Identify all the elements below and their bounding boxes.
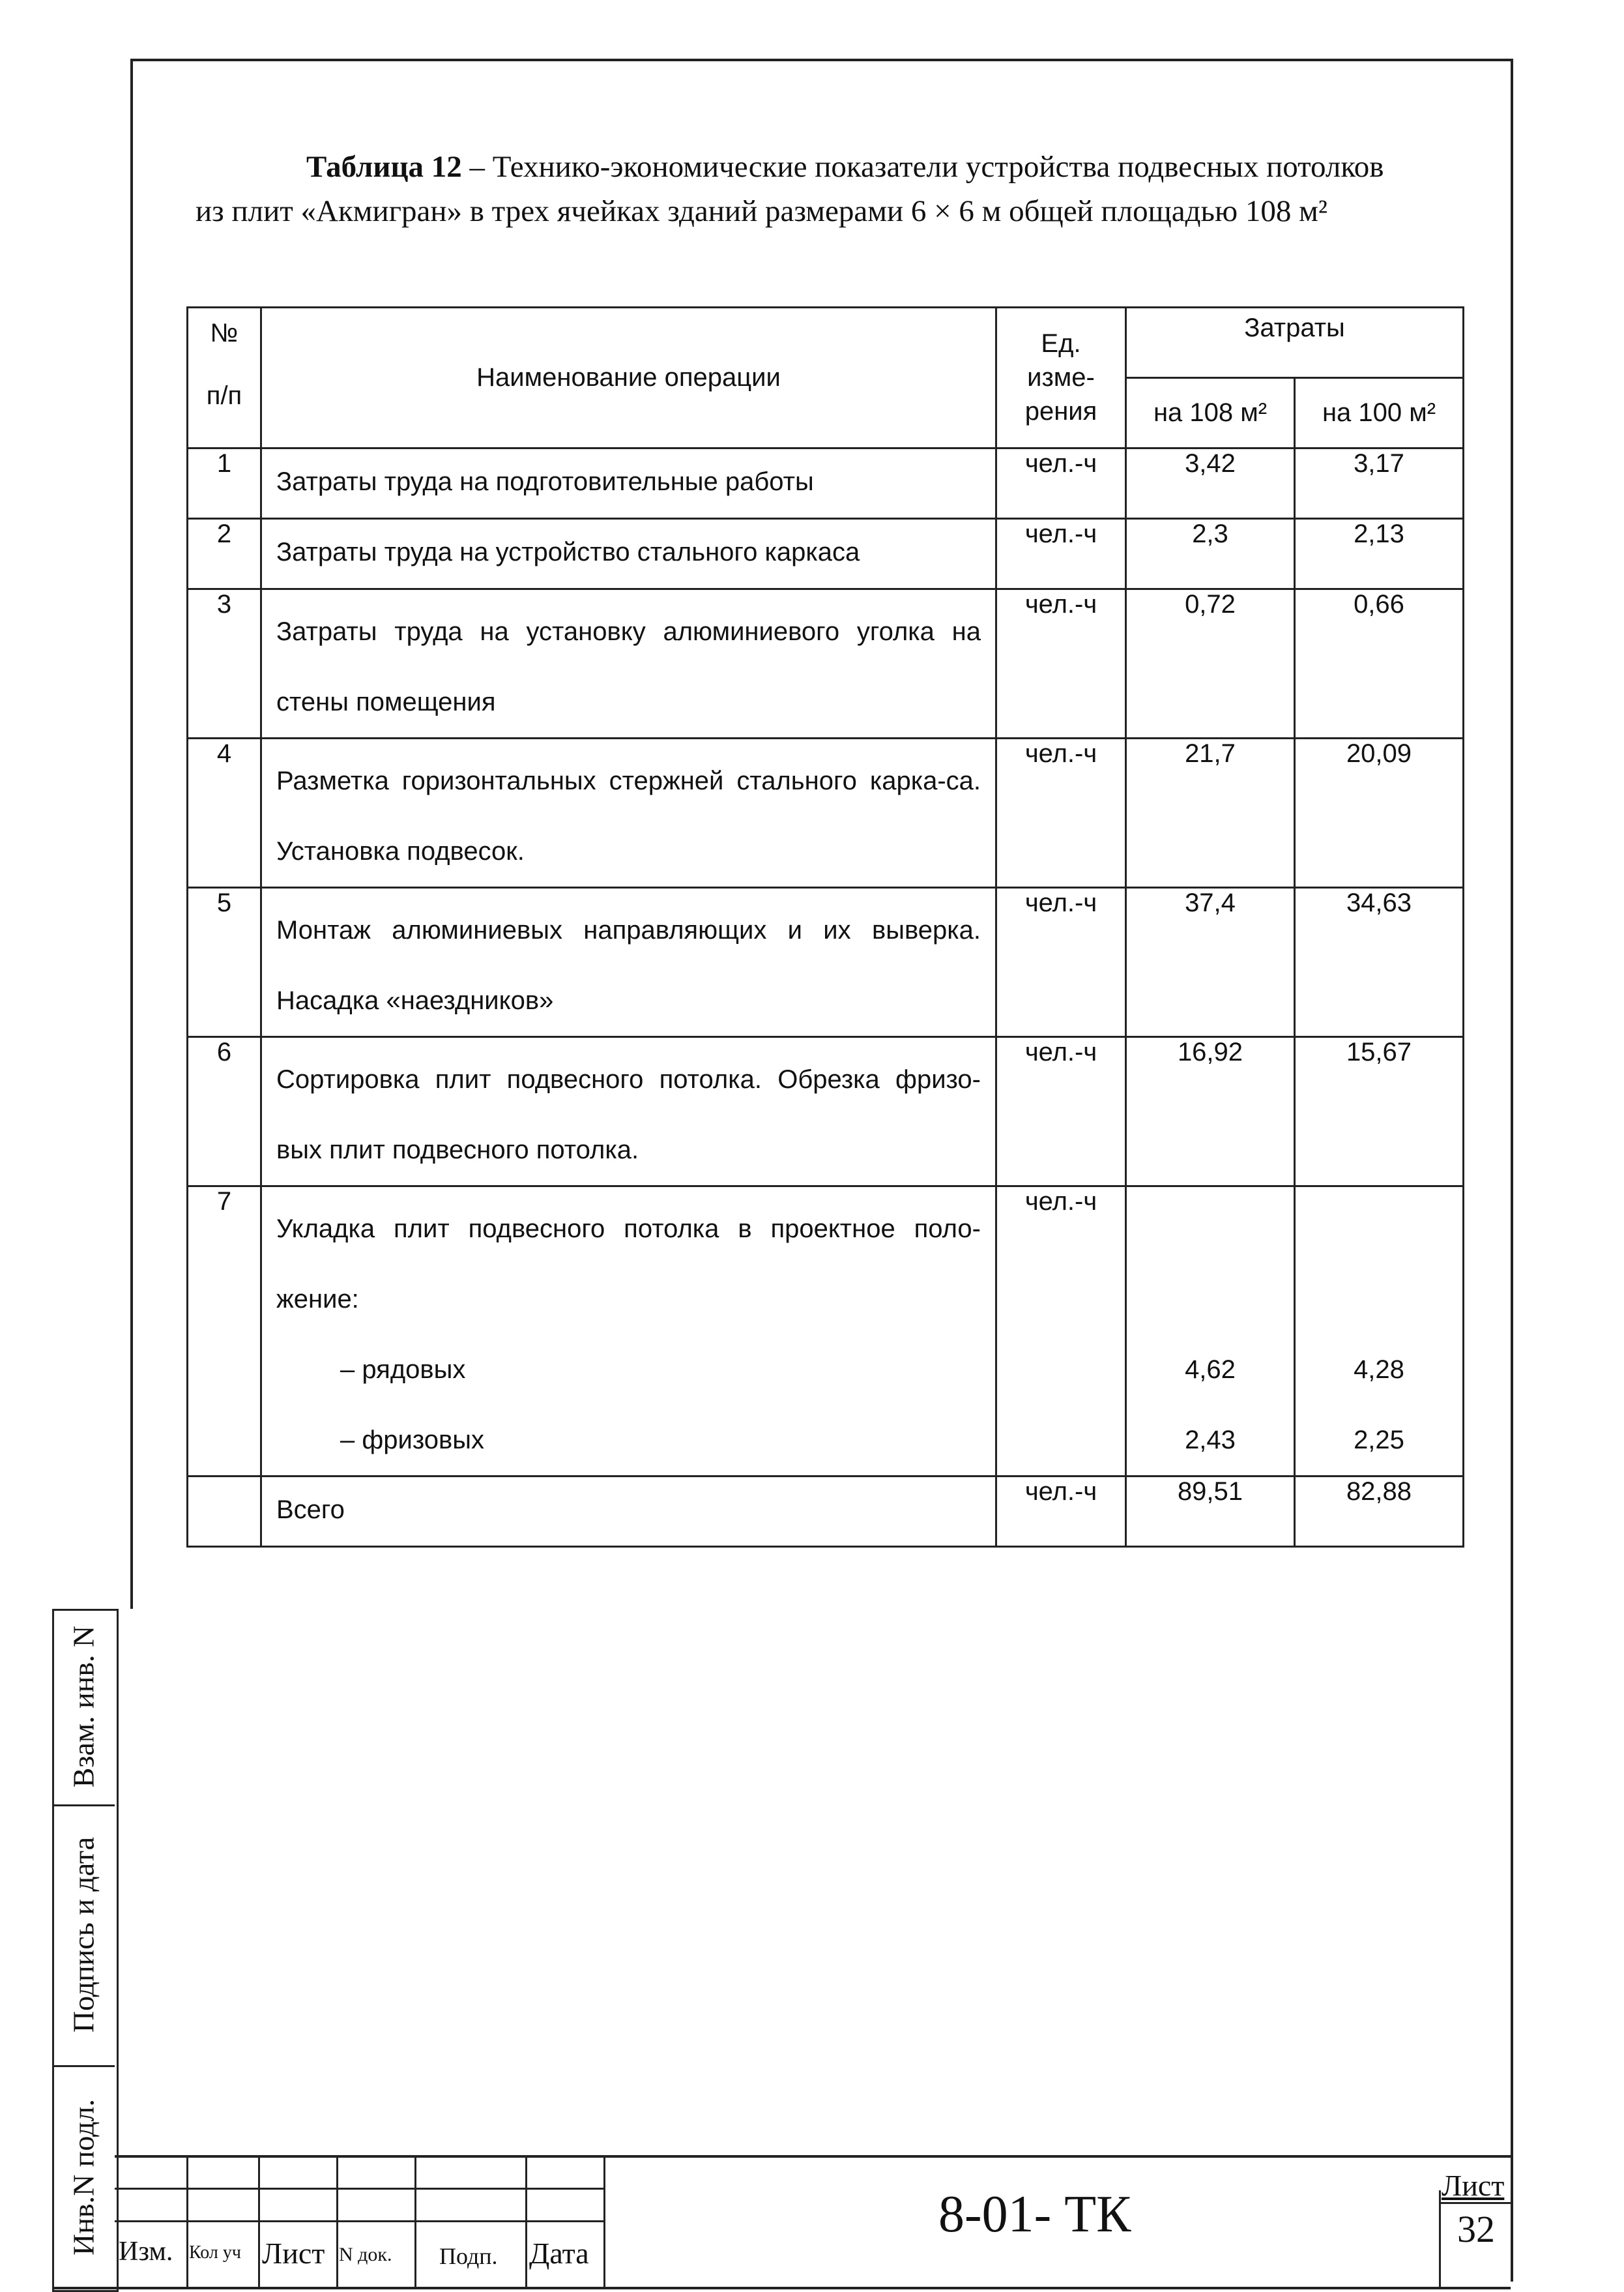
operation-name [261,888,996,1037]
caption-line-2: из плит «Акмигран» в трех ячейках зданий размерами 6 × 6 м общей площадью 108 м² [196,194,1327,229]
unit: чел.-ч [996,448,1126,519]
frame-top-border [130,59,1511,61]
value-100-cell [1295,1186,1464,1477]
table-row [188,448,1464,519]
tb-ndoc: N док. [339,2244,392,2265]
operation-name [261,739,996,888]
table-row [188,519,1464,589]
header-unit-l3: рения [1024,397,1097,426]
header-operation: Наименование операции [261,308,996,448]
total-no [188,1477,261,1547]
indicators-table [186,306,1464,1548]
value-108-cell [1126,1186,1295,1477]
total-label-cell [261,1477,996,1547]
sub-item-frieze: – фризовых [340,1426,484,1454]
unit: чел.-ч [996,739,1126,888]
operation-text: Затраты труда на устройство стального каркаса [276,538,860,566]
row-number: 3 [188,589,261,739]
side-inv-original: Инв.N подл. [66,2099,100,2255]
title-block-bottom [52,2287,1511,2289]
side-inv-replace: Взам. инв. N [66,1625,100,1788]
table-row [188,1037,1464,1186]
operation-text: Разметка горизонтальных стержней стального карка-са. Установка подвесок. [276,767,981,866]
header-no-sign: № [210,319,239,347]
caption-line-1 [196,145,1473,189]
unit: чел.-ч [996,1186,1126,1477]
value-108: 3,42 [1126,448,1295,519]
value-108: 0,72 [1126,589,1295,739]
side-sign-date: Подпись и дата [66,1836,100,2033]
operation-name [261,589,996,739]
row-number: 4 [188,739,261,888]
frame-right-border [1511,59,1513,2282]
operation-name [261,519,996,589]
side-stamp-divider [52,1804,115,1806]
value-100: 20,09 [1295,739,1464,888]
operation-name [261,1186,996,1477]
document-code: 8-01- ТК [938,2186,1131,2243]
value-100-frieze: 2,25 [1354,1426,1404,1454]
operation-name [261,1037,996,1186]
value-108: 16,92 [1126,1037,1295,1186]
table-row [188,739,1464,888]
value-100-ordinary: 4,28 [1354,1355,1404,1384]
header-costs: Затраты [1126,308,1464,378]
row-number: 1 [188,448,261,519]
operation-text: Укладка плит подвесного потолка в проектное поло-жение: [276,1214,981,1314]
value-108: 21,7 [1126,739,1295,888]
table-row [188,589,1464,739]
value-100: 3,17 [1295,448,1464,519]
value-100: 2,13 [1295,519,1464,589]
caption-label: Таблица 12 [306,150,462,184]
operation-name [261,448,996,519]
operation-text: Затраты труда на установку алюминиевого уголка на стены помещения [276,617,981,716]
row-number: 6 [188,1037,261,1186]
tb-data: Дата [529,2237,589,2270]
sheet-label: Лист [1442,2169,1505,2202]
header-unit-l2: изме- [1027,363,1095,392]
side-stamp-divider [52,2065,115,2067]
value-108-ordinary: 4,62 [1185,1355,1236,1384]
header-per-100: на 100 м² [1295,378,1464,448]
table-row [188,888,1464,1037]
unit: чел.-ч [996,589,1126,739]
value-100: 34,63 [1295,888,1464,1037]
total-label: Всего [276,1495,345,1524]
unit: чел.-ч [996,519,1126,589]
value-100: 0,66 [1295,589,1464,739]
tb-list: Лист [262,2237,325,2270]
header-unit-l1: Ед. [1041,329,1081,358]
caption-title: – Технико-экономические показатели устройства подвесных потолков [461,150,1384,184]
table-caption [196,145,1473,233]
unit: чел.-ч [996,888,1126,1037]
operation-text: Затраты труда на подготовительные работы [276,467,814,496]
sheet-number: 32 [1457,2208,1495,2250]
total-unit: чел.-ч [996,1477,1126,1547]
unit: чел.-ч [996,1037,1126,1186]
tb-izm: Изм. [119,2237,173,2267]
tb-podp: Подп. [439,2243,498,2269]
value-108: 2,3 [1126,519,1295,589]
tb-kol: Кол уч [189,2242,241,2263]
title-block-divider [603,2155,605,2288]
value-108-frieze: 2,43 [1185,1426,1236,1454]
title-block-row-line [115,2220,603,2222]
row-number: 7 [188,1186,261,1477]
value-108: 37,4 [1126,888,1295,1037]
sub-item-ordinary: – рядовых [340,1355,466,1384]
header-per-108: на 108 м² [1126,378,1295,448]
header-unit [996,308,1126,448]
title-block-divider [1439,2190,1441,2288]
total-row [188,1477,1464,1547]
title-block-row-line [115,2188,603,2190]
spacer [1127,1187,1294,1334]
row-number: 2 [188,519,261,589]
value-100: 15,67 [1295,1037,1464,1186]
header-no-pp: п/п [206,381,242,410]
total-108: 89,51 [1126,1477,1295,1547]
header-no [188,308,261,448]
row-number: 5 [188,888,261,1037]
spacer [1296,1187,1462,1334]
header-row [188,308,1464,378]
frame-left-border [130,59,133,1609]
operation-text: Монтаж алюминиевых направляющих и их выверка. Насадка «наездников» [276,916,981,1015]
table-row [188,1186,1464,1477]
operation-text: Сортировка плит подвесного потолка. Обрезка фризо-вых плит подвесного потолка. [276,1065,981,1164]
total-100: 82,88 [1295,1477,1464,1547]
